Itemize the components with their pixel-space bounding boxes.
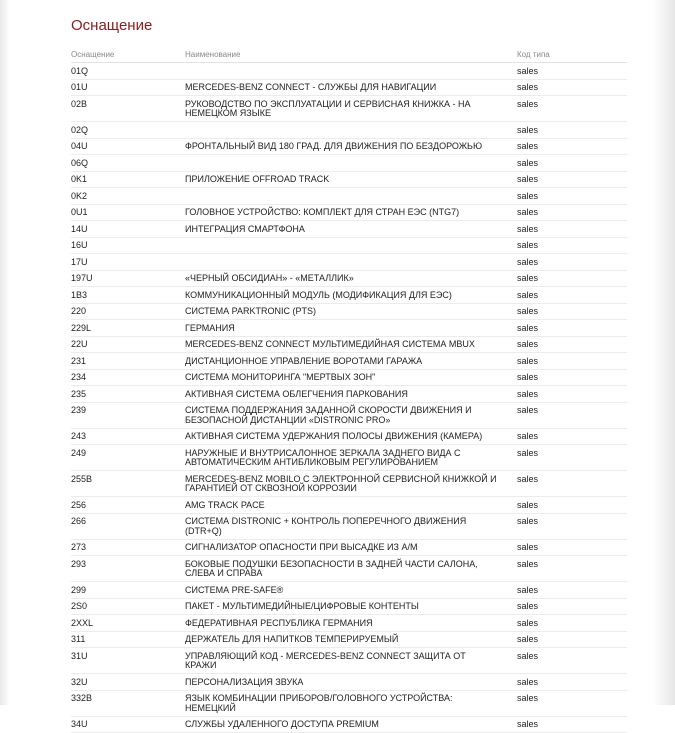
cell-type-code: sales: [517, 221, 627, 238]
cell-type-code: sales: [517, 556, 627, 582]
cell-equipment-code: 293: [71, 556, 185, 582]
cell-equipment-name: «ЧЕРНЫЙ ОБСИДИАН» - «МЕТАЛЛИК»: [185, 270, 517, 287]
cell-equipment-code: 256: [71, 497, 185, 514]
cell-equipment-name: НАРУЖНЫЕ И ВНУТРИСАЛОННОЕ ЗЕРКАЛА ЗАДНЕГО ВИДА С АВТОМАТИЧЕСКИМ АНТИБЛИКОВЫМ РЕГУЛИРОВАНИЕМ: [185, 445, 517, 471]
cell-type-code: sales: [517, 204, 627, 221]
cell-type-code: sales: [517, 336, 627, 353]
cell-equipment-name: СИГНАЛИЗАТОР ОПАСНОСТИ ПРИ ВЫСАДКЕ ИЗ А/М: [185, 539, 517, 556]
cell-equipment-code: 235: [71, 386, 185, 403]
cell-equipment-name: ПЕРСОНАЛИЗАЦИЯ ЗВУКА: [185, 674, 517, 691]
cell-equipment-name: [185, 188, 517, 205]
cell-equipment-code: 14U: [71, 221, 185, 238]
table-row: [71, 497, 627, 514]
table-row: [71, 615, 627, 632]
table-row: [71, 445, 627, 471]
cell-equipment-code: 239: [71, 402, 185, 428]
cell-equipment-code: 2S0: [71, 598, 185, 615]
cell-equipment-code: 01Q: [71, 63, 185, 80]
cell-type-code: sales: [517, 369, 627, 386]
cell-equipment-name: ФЕДЕРАТИВНАЯ РЕСПУБЛИКА ГЕРМАНИЯ: [185, 615, 517, 632]
cell-equipment-name: СИСТЕМА PARKTRONIC (PTS): [185, 303, 517, 320]
table-row: [71, 631, 627, 648]
cell-equipment-code: 16U: [71, 237, 185, 254]
cell-type-code: sales: [517, 445, 627, 471]
table-row: [71, 386, 627, 403]
page-edge-left: [0, 0, 10, 705]
cell-equipment-name: [185, 155, 517, 172]
cell-equipment-code: 249: [71, 445, 185, 471]
cell-type-code: sales: [517, 96, 627, 122]
cell-equipment-code: 273: [71, 539, 185, 556]
cell-equipment-name: AMG TRACK PACE: [185, 497, 517, 514]
cell-type-code: sales: [517, 428, 627, 445]
cell-equipment-name: СИСТЕМА МОНИТОРИНГА "МЕРТВЫХ ЗОН": [185, 369, 517, 386]
table-row: [71, 122, 627, 139]
cell-equipment-code: 17U: [71, 254, 185, 271]
cell-type-code: sales: [517, 171, 627, 188]
cell-equipment-name: СИСТЕМА DISTRONIC + КОНТРОЛЬ ПОПЕРЕЧНОГО ДВИЖЕНИЯ (DTR+Q): [185, 513, 517, 539]
table-row: [71, 96, 627, 122]
table-row: [71, 539, 627, 556]
table-row: [71, 188, 627, 205]
equipment-table: [71, 47, 627, 733]
cell-equipment-code: 02Q: [71, 122, 185, 139]
cell-type-code: sales: [517, 320, 627, 337]
cell-type-code: sales: [517, 188, 627, 205]
cell-type-code: sales: [517, 631, 627, 648]
cell-equipment-name: [185, 237, 517, 254]
cell-equipment-code: 02B: [71, 96, 185, 122]
table-row: [71, 556, 627, 582]
table-header-row: [71, 47, 627, 63]
page-edge-right: [653, 0, 675, 705]
table-row: [71, 270, 627, 287]
cell-equipment-code: 243: [71, 428, 185, 445]
table-row: [71, 353, 627, 370]
cell-equipment-code: 31U: [71, 648, 185, 674]
cell-equipment-code: 231: [71, 353, 185, 370]
cell-type-code: sales: [517, 716, 627, 733]
cell-type-code: sales: [517, 690, 627, 716]
table-row: [71, 287, 627, 304]
table-row: [71, 79, 627, 96]
cell-equipment-name: ЯЗЫК КОМБИНАЦИИ ПРИБОРОВ/ГОЛОВНОГО УСТРОЙСТВА: НЕМЕЦКИЙ: [185, 690, 517, 716]
cell-type-code: sales: [517, 582, 627, 599]
column-header-code: Оснащение: [71, 47, 185, 63]
cell-equipment-name: ПРИЛОЖЕНИЕ OFFROAD TRACK: [185, 171, 517, 188]
column-header-type: Код типа: [517, 47, 627, 63]
cell-type-code: sales: [517, 303, 627, 320]
cell-type-code: sales: [517, 615, 627, 632]
cell-equipment-name: СЛУЖБЫ УДАЛЕННОГО ДОСТУПА PREMIUM: [185, 716, 517, 733]
cell-type-code: sales: [517, 287, 627, 304]
cell-equipment-code: 332B: [71, 690, 185, 716]
cell-equipment-name: БОКОВЫЕ ПОДУШКИ БЕЗОПАСНОСТИ В ЗАДНЕЙ ЧАСТИ САЛОНА, СЛЕВА И СПРАВА: [185, 556, 517, 582]
cell-type-code: sales: [517, 270, 627, 287]
cell-equipment-name: ГОЛОВНОЕ УСТРОЙСТВО: КОМПЛЕКТ ДЛЯ СТРАН ЕЭС (NTG7): [185, 204, 517, 221]
table-row: [71, 402, 627, 428]
cell-equipment-code: 2XXL: [71, 615, 185, 632]
table-row: [71, 582, 627, 599]
cell-equipment-code: 32U: [71, 674, 185, 691]
cell-equipment-name: СИСТЕМА ПОДДЕРЖАНИЯ ЗАДАННОЙ СКОРОСТИ ДВИЖЕНИЯ И БЕЗОПАСНОЙ ДИСТАНЦИИ «DISTRONIC PRO»: [185, 402, 517, 428]
page-title: Оснащение: [71, 17, 153, 34]
cell-type-code: sales: [517, 648, 627, 674]
cell-equipment-code: 0U1: [71, 204, 185, 221]
cell-type-code: sales: [517, 353, 627, 370]
cell-type-code: sales: [517, 386, 627, 403]
table-row: [71, 369, 627, 386]
table-row: [71, 138, 627, 155]
cell-equipment-name: АКТИВНАЯ СИСТЕМА УДЕРЖАНИЯ ПОЛОСЫ ДВИЖЕНИЯ (КАМЕРА): [185, 428, 517, 445]
table-row: [71, 471, 627, 497]
table-row: [71, 428, 627, 445]
cell-type-code: sales: [517, 539, 627, 556]
cell-equipment-code: 299: [71, 582, 185, 599]
cell-type-code: sales: [517, 513, 627, 539]
cell-equipment-name: ПАКЕТ - МУЛЬТИМЕДИЙНЫЕ/ЦИФРОВЫЕ КОНТЕНТЫ: [185, 598, 517, 615]
table-row: [71, 674, 627, 691]
cell-equipment-name: КОММУНИКАЦИОННЫЙ МОДУЛЬ (МОДИФИКАЦИЯ ДЛЯ ЕЭС): [185, 287, 517, 304]
cell-type-code: sales: [517, 674, 627, 691]
cell-equipment-code: 266: [71, 513, 185, 539]
cell-equipment-code: 01U: [71, 79, 185, 96]
table-row: [71, 513, 627, 539]
cell-equipment-code: 229L: [71, 320, 185, 337]
cell-type-code: sales: [517, 155, 627, 172]
cell-type-code: sales: [517, 138, 627, 155]
cell-equipment-code: 197U: [71, 270, 185, 287]
table-row: [71, 690, 627, 716]
table-row: [71, 221, 627, 238]
cell-type-code: sales: [517, 497, 627, 514]
table-row: [71, 336, 627, 353]
table-row: [71, 171, 627, 188]
cell-equipment-name: ДЕРЖАТЕЛЬ ДЛЯ НАПИТКОВ ТЕМПЕРИРУЕМЫЙ: [185, 631, 517, 648]
cell-type-code: sales: [517, 402, 627, 428]
table-body: [71, 63, 627, 733]
cell-type-code: sales: [517, 254, 627, 271]
cell-equipment-name: ДИСТАНЦИОННОЕ УПРАВЛЕНИЕ ВОРОТАМИ ГАРАЖА: [185, 353, 517, 370]
table-row: [71, 320, 627, 337]
cell-equipment-name: ИНТЕГРАЦИЯ СМАРТФОНА: [185, 221, 517, 238]
cell-equipment-name: УПРАВЛЯЮЩИЙ КОД - MERCEDES-BENZ CONNECT ЗАЩИТА ОТ КРАЖИ: [185, 648, 517, 674]
cell-equipment-code: 04U: [71, 138, 185, 155]
table-row: [71, 598, 627, 615]
cell-type-code: sales: [517, 79, 627, 96]
cell-type-code: sales: [517, 598, 627, 615]
cell-equipment-code: 06Q: [71, 155, 185, 172]
table-row: [71, 237, 627, 254]
cell-equipment-code: 311: [71, 631, 185, 648]
cell-equipment-code: 255B: [71, 471, 185, 497]
cell-equipment-code: 220: [71, 303, 185, 320]
cell-equipment-name: [185, 254, 517, 271]
cell-equipment-name: MERCEDES-BENZ CONNECT - СЛУЖБЫ ДЛЯ НАВИГАЦИИ: [185, 79, 517, 96]
table-row: [71, 303, 627, 320]
cell-type-code: sales: [517, 471, 627, 497]
table-row: [71, 155, 627, 172]
column-header-name: Наименование: [185, 47, 517, 63]
table-row: [71, 716, 627, 733]
cell-equipment-name: ФРОНТАЛЬНЫЙ ВИД 180 ГРАД. ДЛЯ ДВИЖЕНИЯ ПО БЕЗДОРОЖЬЮ: [185, 138, 517, 155]
cell-type-code: sales: [517, 237, 627, 254]
table-row: [71, 648, 627, 674]
cell-equipment-code: 0K1: [71, 171, 185, 188]
cell-equipment-name: [185, 122, 517, 139]
cell-equipment-code: 22U: [71, 336, 185, 353]
cell-equipment-code: 0K2: [71, 188, 185, 205]
cell-equipment-name: РУКОВОДСТВО ПО ЭКСПЛУАТАЦИИ И СЕРВИСНАЯ КНИЖКА - НА НЕМЕЦКОМ ЯЗЫКЕ: [185, 96, 517, 122]
cell-equipment-name: ГЕРМАНИЯ: [185, 320, 517, 337]
table-row: [71, 254, 627, 271]
cell-equipment-name: MERCEDES-BENZ MOBILO С ЭЛЕКТРОННОЙ СЕРВИСНОЙ КНИЖКОЙ И ГАРАНТИЕЙ ОТ СКВОЗНОЙ КОРРОЗИИ: [185, 471, 517, 497]
cell-type-code: sales: [517, 122, 627, 139]
cell-equipment-name: АКТИВНАЯ СИСТЕМА ОБЛЕГЧЕНИЯ ПАРКОВАНИЯ: [185, 386, 517, 403]
cell-equipment-code: 1B3: [71, 287, 185, 304]
cell-equipment-name: [185, 63, 517, 80]
cell-equipment-code: 34U: [71, 716, 185, 733]
cell-type-code: sales: [517, 63, 627, 80]
table-row: [71, 204, 627, 221]
cell-equipment-name: СИСТЕМА PRE-SAFE®: [185, 582, 517, 599]
table-row: [71, 63, 627, 80]
cell-equipment-name: MERCEDES-BENZ CONNECT МУЛЬТИМЕДИЙНАЯ СИСТЕМА MBUX: [185, 336, 517, 353]
cell-equipment-code: 234: [71, 369, 185, 386]
